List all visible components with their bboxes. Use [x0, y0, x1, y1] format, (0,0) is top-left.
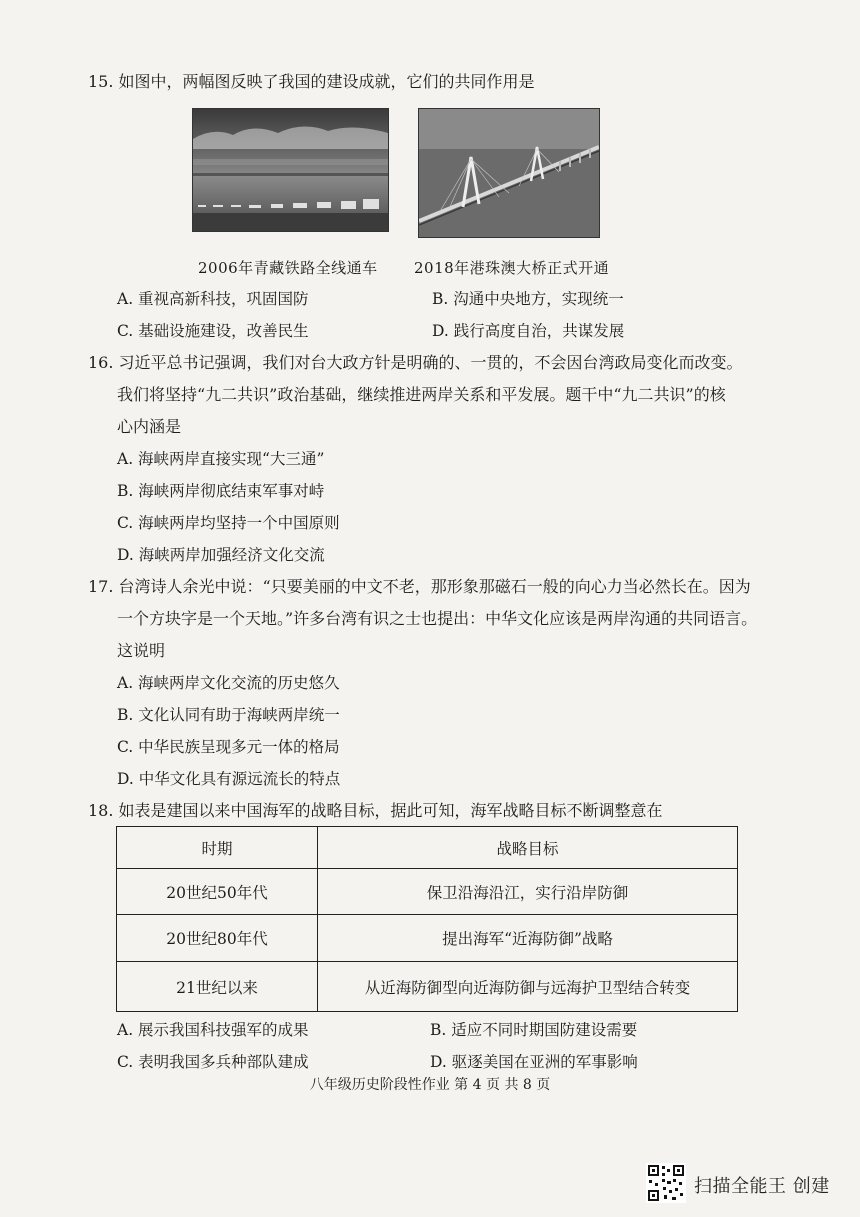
option-d: D. 践行高度自治，共谋发展 [432, 322, 625, 340]
option-d: D. 驱逐美国在亚洲的军事影响 [430, 1053, 638, 1071]
option-c: C. 基础设施建设，改善民生 [117, 322, 309, 340]
question-16-stem-line2: 我们将坚持“九二共识”政治基础，继续推进两岸关系和平发展。题干中“九二共识”的核 [117, 385, 726, 404]
option-d: D. 海峡两岸加强经济文化交流 [117, 546, 325, 564]
option-b: B. 海峡两岸彻底结束军事对峙 [117, 482, 325, 500]
option-b: B. 适应不同时期国防建设需要 [430, 1021, 638, 1039]
option-a: A. 重视高新科技，巩固国防 [117, 290, 309, 308]
question-16-stem-line3: 心内涵是 [117, 417, 182, 436]
page-footer: 八年级历史阶段性作业 第 4 页 共 8 页 [309, 1077, 551, 1093]
image-caption-railway: 2006年青藏铁路全线通车 [198, 259, 378, 277]
option-b: B. 文化认同有助于海峡两岸统一 [117, 706, 340, 724]
option-b: B. 沟通中央地方，实现统一 [432, 290, 624, 308]
table-row [117, 915, 738, 962]
question-18-stem: 18. 如表是建国以来中国海军的战略目标，据此可知，海军战略目标不断调整意在 [88, 801, 663, 820]
option-a: A. 海峡两岸文化交流的历史悠久 [117, 674, 340, 692]
table-cell-period: 20世纪80年代 [117, 915, 318, 962]
image-caption-bridge: 2018年港珠澳大桥正式开通 [414, 259, 610, 277]
option-c: C. 海峡两岸均坚持一个中国原则 [117, 514, 340, 532]
table-cell-goal: 保卫沿海沿江，实行沿岸防御 [318, 869, 738, 915]
question-17-stem-line3: 这说明 [117, 641, 166, 660]
table-cell-period: 20世纪50年代 [117, 869, 318, 915]
table-row [117, 869, 738, 915]
hong-kong-zhuhai-macao-bridge-photo [418, 108, 600, 238]
table-cell-period: 21世纪以来 [117, 962, 318, 1012]
table-header-period: 时期 [117, 827, 318, 869]
option-c: C. 表明我国多兵种部队建成 [117, 1053, 309, 1071]
naval-strategy-table [116, 826, 738, 1012]
scanner-watermark [646, 1163, 830, 1207]
question-17-stem-line2: 一个方块字是一个天地。”许多台湾有识之士也提出：中华文化应该是两岸沟通的共同语言。 [117, 609, 758, 628]
qr-code-icon [646, 1163, 686, 1207]
option-c: C. 中华民族呈现多元一体的格局 [117, 738, 340, 756]
question-16-stem: 16. 习近平总书记强调，我们对台大政方针是明确的、一贯的，不会因台湾政局变化而改变。 [88, 353, 743, 372]
option-d: D. 中华文化具有源远流长的特点 [117, 770, 341, 788]
table-header-goal: 战略目标 [318, 827, 738, 869]
watermark-text: 扫描全能王 创建 [694, 1176, 830, 1197]
option-a: A. 展示我国科技强军的成果 [117, 1021, 309, 1039]
table-header-row [117, 827, 738, 869]
option-a: A. 海峡两岸直接实现“大三通” [117, 450, 325, 468]
question-15-stem: 15. 如图中，两幅图反映了我国的建设成就，它们的共同作用是 [88, 72, 535, 91]
table-row [117, 962, 738, 1012]
qinghai-tibet-railway-photo [192, 108, 389, 232]
question-17-stem: 17. 台湾诗人余光中说：“只要美丽的中文不老，那形象那磁石一般的向心力当必然长在。因为 [88, 577, 751, 596]
table-cell-goal: 提出海军“近海防御”战略 [318, 915, 738, 962]
table-cell-goal: 从近海防御型向近海防御与远海护卫型结合转变 [318, 962, 738, 1012]
